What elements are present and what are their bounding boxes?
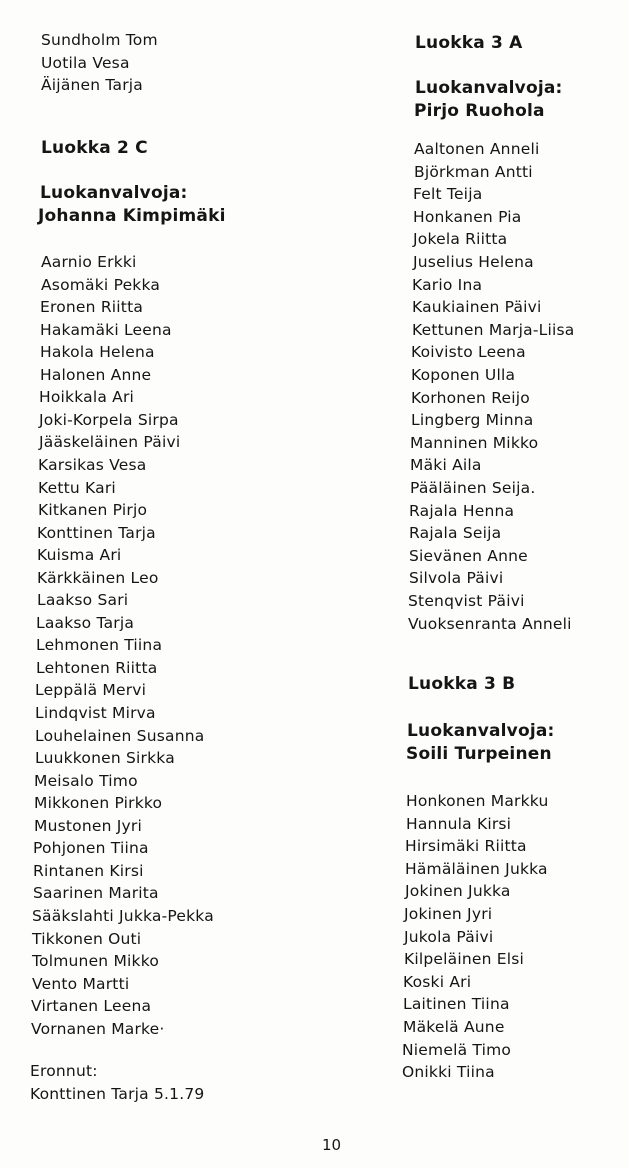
list-item: Sääkslahti Jukka-Pekka xyxy=(32,907,214,925)
list-item: Rajala Henna xyxy=(409,502,515,520)
list-item: Hämäläinen Jukka xyxy=(405,860,548,878)
list-item: Eronen Riitta xyxy=(40,298,144,316)
list-item: Aarnio Erkki xyxy=(41,253,137,271)
list-item: Laitinen Tiina xyxy=(403,995,510,1013)
section-heading: Luokka 3 B xyxy=(408,674,516,694)
list-item: Mikkonen Pirkko xyxy=(34,794,163,812)
list-item: Äijänen Tarja xyxy=(41,76,144,94)
list-item: Uotila Vesa xyxy=(41,54,130,72)
list-item: Kaukiainen Päivi xyxy=(412,298,542,316)
list-item: Mustonen Jyri xyxy=(34,817,142,835)
list-item: Jokela Riitta xyxy=(413,230,508,248)
list-item: Tolmunen Mikko xyxy=(32,952,160,970)
list-item: Karsikas Vesa xyxy=(38,456,147,474)
list-item: Lindqvist Mirva xyxy=(35,704,156,722)
list-item: Vornanen Marke· xyxy=(31,1020,165,1038)
list-item: Joki-Korpela Sirpa xyxy=(39,411,179,429)
list-item: Manninen Mikko xyxy=(410,434,539,452)
teacher-name: Soili Turpeinen xyxy=(406,744,552,764)
list-item: Lehmonen Tiina xyxy=(36,636,163,654)
list-item: Hoikkala Ari xyxy=(39,388,135,406)
list-item: Hirsimäki Riitta xyxy=(405,837,527,855)
list-item: Felt Teija xyxy=(413,185,483,203)
list-item: Lingberg Minna xyxy=(411,411,534,429)
list-item: Konttinen Tarja xyxy=(37,524,156,542)
list-item: Laakso Tarja xyxy=(36,614,135,632)
list-item: Juselius Helena xyxy=(413,253,534,271)
list-item: Pohjonen Tiina xyxy=(33,839,149,857)
list-item: Sundholm Tom xyxy=(41,31,158,49)
teacher-name: Johanna Kimpimäki xyxy=(38,206,226,226)
list-item: Mäkelä Aune xyxy=(403,1018,505,1036)
list-item: Vento Martti xyxy=(32,975,130,993)
section-heading: Luokka 3 A xyxy=(415,33,523,53)
list-item: Tikkonen Outi xyxy=(32,930,142,948)
list-item: Onikki Tiina xyxy=(402,1063,495,1081)
list-item: Silvola Päivi xyxy=(409,569,504,587)
resigned-entry: Konttinen Tarja 5.1.79 xyxy=(30,1085,205,1103)
list-item: Honkanen Pia xyxy=(413,208,522,226)
list-item: Halonen Anne xyxy=(40,366,152,384)
list-item: Koski Ari xyxy=(403,973,472,991)
list-item: Hannula Kirsi xyxy=(406,815,512,833)
list-item: Kario Ina xyxy=(412,276,483,294)
list-item: Louhelainen Susanna xyxy=(35,727,205,745)
list-item: Koponen Ulla xyxy=(411,366,516,384)
list-item: Laakso Sari xyxy=(37,591,129,609)
list-item: Hakamäki Leena xyxy=(40,321,172,339)
list-item: Koivisto Leena xyxy=(411,343,526,361)
list-item: Leppälä Mervi xyxy=(35,681,147,699)
list-item: Lehtonen Riitta xyxy=(36,659,158,677)
page-number: 10 xyxy=(322,1136,342,1154)
list-item: Honkonen Markku xyxy=(406,792,549,810)
list-item: Kuisma Ari xyxy=(37,546,122,564)
list-item: Kettu Kari xyxy=(38,479,116,497)
list-item: Luukkonen Sirkka xyxy=(35,749,175,767)
list-item: Kärkkäinen Leo xyxy=(37,569,159,587)
list-item: Virtanen Leena xyxy=(31,997,152,1015)
list-item: Rintanen Kirsi xyxy=(33,862,144,880)
list-item: Pääläinen Seija. xyxy=(410,479,536,497)
section-heading: Luokka 2 C xyxy=(41,138,148,158)
list-item: Rajala Seija xyxy=(409,524,502,542)
list-item: Kettunen Marja-Liisa xyxy=(412,321,575,339)
list-item: Meisalo Timo xyxy=(34,772,138,790)
list-item: Saarinen Marita xyxy=(33,884,159,902)
list-item: Stenqvist Päivi xyxy=(408,592,525,610)
list-item: Aaltonen Anneli xyxy=(414,140,540,158)
list-item: Kitkanen Pirjo xyxy=(38,501,148,519)
list-item: Hakola Helena xyxy=(40,343,155,361)
teacher-label: Luokanvalvoja: xyxy=(415,78,563,98)
teacher-label: Luokanvalvoja: xyxy=(40,183,188,203)
list-item: Jokinen Jukka xyxy=(405,882,511,900)
list-item: Sievänen Anne xyxy=(409,547,528,565)
list-item: Mäki Aila xyxy=(410,456,482,474)
teacher-name: Pirjo Ruohola xyxy=(414,101,545,121)
list-item: Jokinen Jyri xyxy=(404,905,493,923)
teacher-label: Luokanvalvoja: xyxy=(407,721,555,741)
list-item: Björkman Antti xyxy=(414,163,533,181)
list-item: Vuoksenranta Anneli xyxy=(408,615,572,633)
list-item: Jääskeläinen Päivi xyxy=(39,433,181,451)
list-item: Asomäki Pekka xyxy=(41,276,161,294)
list-item: Kilpeläinen Elsi xyxy=(404,950,525,968)
list-item: Niemelä Timo xyxy=(402,1041,512,1059)
list-item: Jukola Päivi xyxy=(404,928,494,946)
list-item: Korhonen Reijo xyxy=(411,389,530,407)
resigned-label: Eronnut: xyxy=(30,1062,98,1080)
